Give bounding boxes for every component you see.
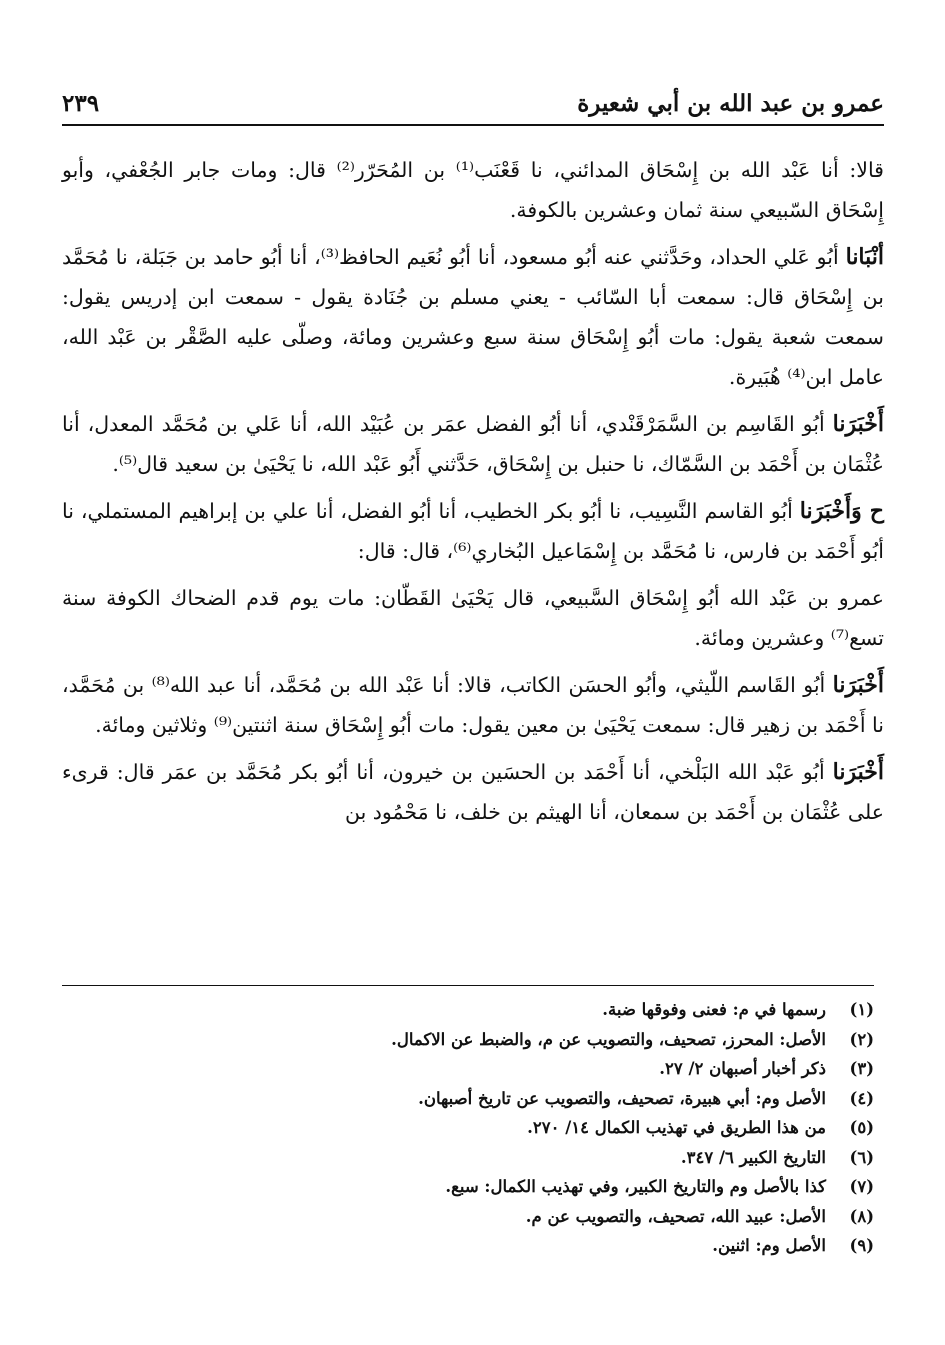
paragraph [62,237,884,397]
footnote-text: الأصل وم: أبي هبيرة، تصحيف، والتصويب عن تاريخ أصبهان. [418,1088,826,1108]
paragraph-text: أبُو القَاسم اللّيثي، وأبُو الحسَن الكاتب، قالا: أنا عَبْد الله بن مُحَمَّد، أنا عبد الله⁽⁸⁾ بن مُحَمَّد، نا أَحْمَد بن زهير قال: سمعت يَحْيَىٰ بن معين يقول: مات أبُو إِسْحَاق سنة اثنتين⁽⁹⁾ وثلاثين ومائة. [62,673,884,737]
paragraph [62,491,884,571]
paragraph-text: أبُو القَاسِم بن السَّمَرْقَنْدي، أنا أبُو الفضل عمَر بن عُبَيْد الله، أنا عَلي بن مُحَمَّد المعدل، أنا عُثْمَان بن أَحْمَد بن السَّمّاك، نا حنبل بن إِسْحَاق، حَدَّثني أَبُو عَبْد الله، نا يَحْيَىٰ بن سعيد قال⁽⁵⁾. [62,412,884,476]
paragraph-text: أبُو عَبْد الله البَلْخي، أنا أَحْمَد بن الحسَين بن خيرون، أنا أبُو بكر مُحَمَّد بن عمَر قال: قرىء على عُثْمَان بن أَحْمَد بن سمعان، أنا الهيثم بن خلف، نا مَحْمُود بن [62,760,884,824]
paragraph-text: أبُو القاسم النَّسِيب، نا أبُو بكر الخطيب، أنا أبُو الفضل، أنا علي بن إبراهيم المستملي، نا أبُو أَحْمَد بن فارس، نا مُحَمَّد بن إِسْمَاعيل البُخاري⁽⁶⁾، قال: قال: [62,499,884,563]
paragraph-lead: أَخْبَرَنا [832,759,884,785]
paragraph [62,578,884,658]
main-text [62,150,884,839]
footnote-text: ذكر أخبار أصبهان ٢/ ٢٧. [659,1059,826,1078]
footnote [62,1202,874,1232]
footnote-number: (١) [849,1000,874,1019]
footnote-number: (٤) [849,1088,874,1108]
paragraph-lead: أَخْبَرَنا [832,672,884,698]
footnote [62,1084,874,1114]
footnote-number: (٩) [849,1236,874,1255]
footnotes [62,995,874,1261]
footnote-text: من هذا الطريق في تهذيب الكمال ١٤/ ٢٧٠. [527,1118,826,1137]
footnote [62,1025,874,1055]
footnote [62,1231,874,1261]
running-title: عمرو بن عبد الله بن أبي شعيرة [577,90,884,117]
footnote [62,1054,874,1084]
footnote-number: (٨) [849,1206,874,1226]
footnote-number: (٦) [849,1147,874,1167]
footnote-text: الأصل وم: اثنين. [712,1236,826,1255]
footnote-text: الأصل: عبيد الله، تصحيف، والتصويب عن م. [525,1206,826,1226]
footnote-text: كذا بالأصل وم والتاريخ الكبير، وفي تهذيب الكمال: سبع. [445,1177,826,1196]
footnote [62,995,874,1025]
footnote-text: الأصل: المحرز، تصحيف، والتصويب عن م، والضبط عن الاكمال. [391,1029,826,1049]
footnote-number: (٧) [849,1177,874,1196]
paragraph [62,752,884,832]
paragraph-lead: ح وَأَخْبَرَنا [799,498,884,524]
page-number: ٢٣٩ [62,90,100,117]
paragraph [62,404,884,484]
footnote [62,1143,874,1173]
running-header [62,88,884,126]
footnote-number: (٢) [849,1029,874,1049]
paragraph-text: عمرو بن عَبْد الله أبُو إِسْحَاق السَّبيعي، قال يَحْيَىٰ القَطّان: مات يوم قدم الضحاك الكوفة سنة تسع⁽⁷⁾ وعشرين ومائة. [62,586,884,650]
footnote-divider [62,985,874,986]
footnote [62,1113,874,1143]
footnote [62,1172,874,1202]
footnote-number: (٥) [849,1118,874,1137]
paragraph-lead: أنْبَانا [845,244,885,270]
footnote-text: التاريخ الكبير ٦/ ٣٤٧. [680,1147,826,1167]
paragraph-text: أبُو عَلي الحداد، وحَدَّثني عنه أبُو مسعود، أنا أبُو نُعَيم الحافظ⁽³⁾، أنا أبُو حامد بن جَبَلة، نا مُحَمَّد بن إِسْحَاق قال: سمعت أبا السّائب - يعني مسلم بن جُنَادة يقول - سمعت ابن إدريس يقول: سمعت شعبة يقول: مات أبُو إِسْحَاق سنة سبع وعشرين ومائة، وصلّى عليه الصَّقْر بن عَبْد الله، عامل ابن⁽⁴⁾ هُبَيرة. [62,245,884,389]
paragraph [62,665,884,745]
paragraph-lead: أَخْبَرَنا [832,411,884,437]
paragraph-text: قالا: أنا عَبْد الله بن إِسْحَاق المدائني، نا قَعْنَب⁽¹⁾ بن المُحَرّر⁽²⁾ قال: ومات جابر الجُعْفي، وأبو إِسْحَاق السّبيعي سنة ثمان وعشرين بالكوفة. [62,158,884,222]
footnote-number: (٣) [849,1059,874,1078]
paragraph [62,150,884,230]
footnote-text: رسمها في م: فعنى وفوقها ضبة. [602,1000,826,1019]
